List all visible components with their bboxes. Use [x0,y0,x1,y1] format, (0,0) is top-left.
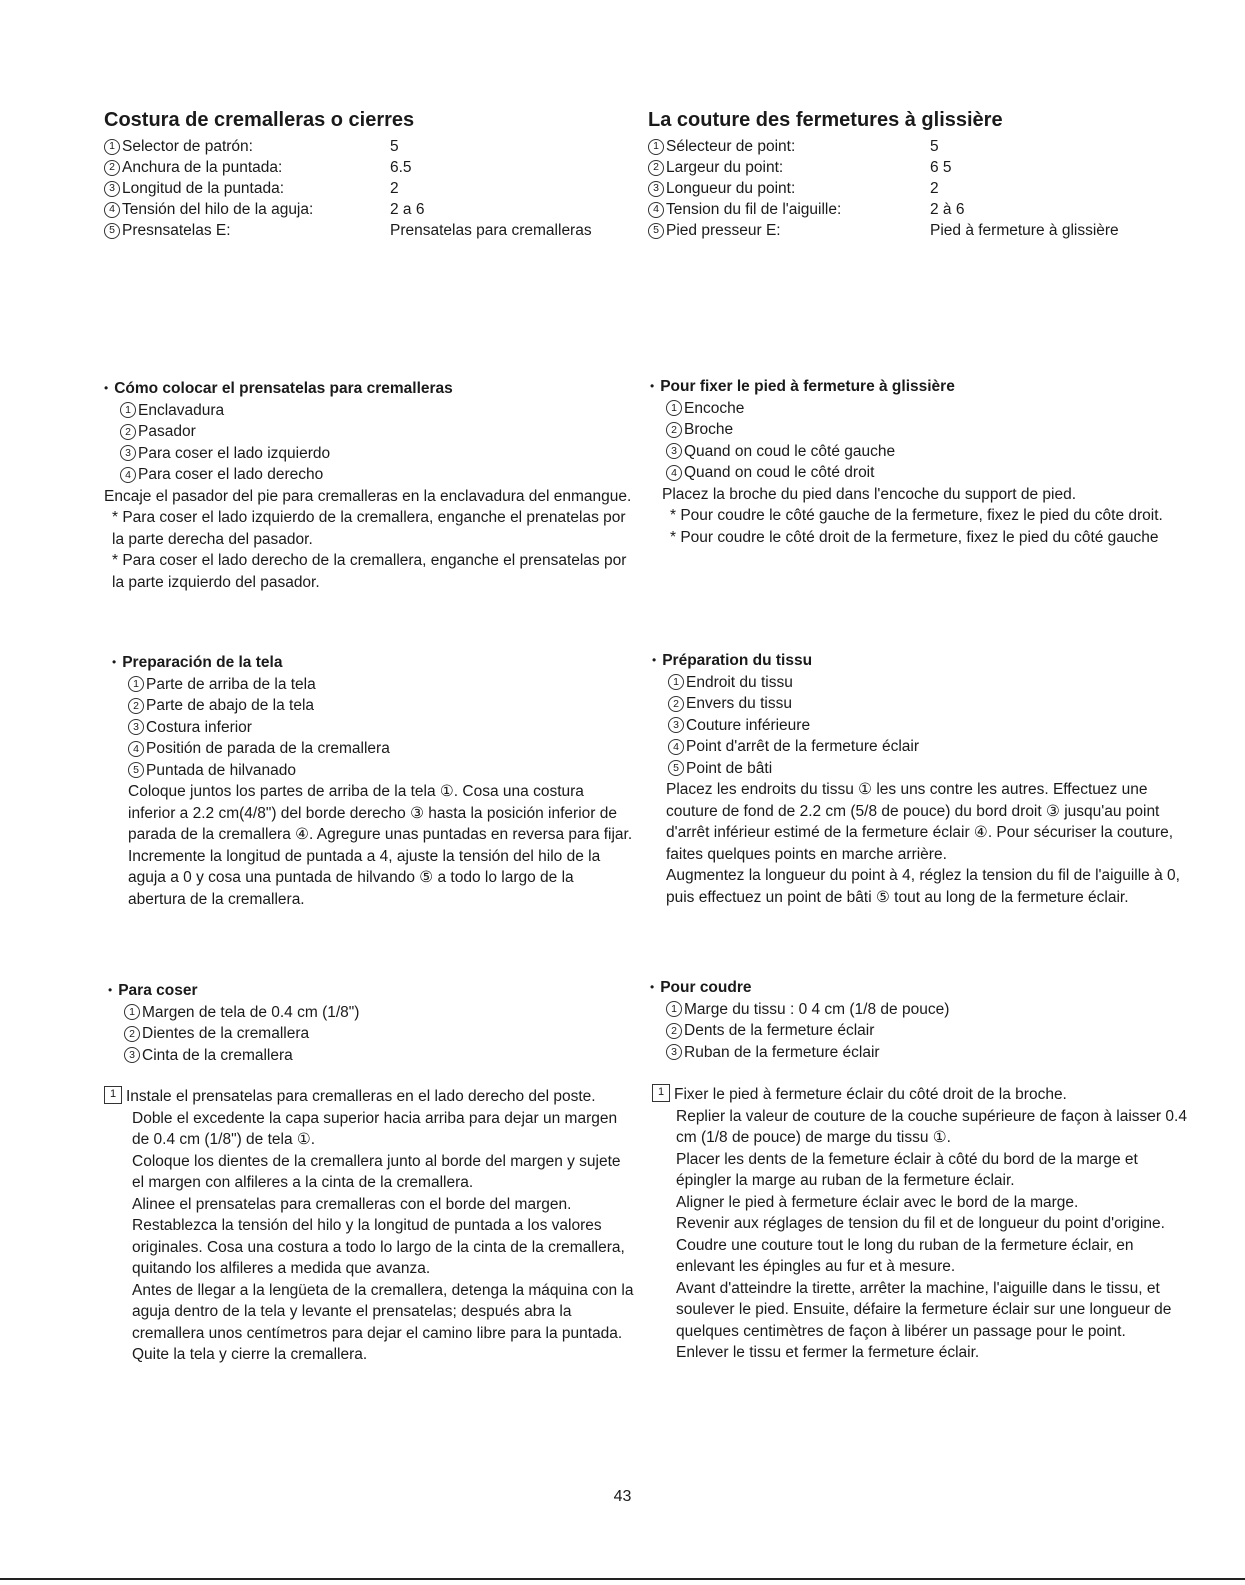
callout-list [104,400,634,486]
setting-label: Sélecteur de point: [666,138,796,155]
heading-text: Preparación de la tela [122,654,283,671]
setting-row [104,199,634,220]
circled-number: 1 [128,676,144,692]
attach-section-es [104,378,634,593]
step-body [126,1086,634,1108]
setting-row [104,178,634,199]
bullet-icon: • [112,655,117,669]
list-item [668,758,1192,780]
step-paragraph: Aligner le pied à fermeture éclair avec le bord de la marge. [676,1193,1079,1211]
item-text: Parte de arriba de la tela [146,675,316,693]
note: * Pour coudre le côté droit de la fermeture, fixez le pied du côté gauche [670,528,1159,546]
callout-list [112,674,634,782]
item-text: Enclavadura [138,401,225,419]
list-item [666,419,1180,441]
list-item [666,462,1180,484]
step-paragraph: Doble el excedente la capa superior hacia arriba para dejar un margen de 0.4 cm (1/8") de tela ①. [132,1109,618,1148]
setting-row [648,220,1193,241]
item-text: Point d'arrêt de la fermeture éclair [686,738,919,755]
circled-number: 1 [104,139,120,155]
setting-label: Largeur du point: [666,159,784,176]
step-first-line: Instale el prensatelas para cremalleras en el lado derecho del poste. [126,1088,596,1105]
step-paragraph: Alinee el prensatelas para cremalleras con el borde del margen. Restablezca la tensión del hilo y la longitud de puntada a los valores originales. Cosa una costura a todo lo largo de la cinta de la cremallera, quitando los alfileres a medida que avanza. [132,1195,625,1277]
circled-number: 2 [668,696,684,712]
step-details [104,1108,634,1366]
circled-number: 5 [104,223,120,239]
setting-value: 6 5 [930,159,952,176]
circled-number: 4 [104,202,120,218]
circled-number: 1 [648,139,664,155]
item-text: Quand on coud le côté droit [684,464,875,481]
circled-number: 2 [666,1023,682,1039]
step-paragraph: Replier la valeur de couture de la couche supérieure de façon à laisser 0.4 cm (1/8 de pouce) de marge du tissu ①. [676,1107,1187,1146]
setting-row [104,220,634,241]
step-paragraph: Antes de llegar a la lengüeta de la cremallera, detenga la máquina con la aguja dentro de la tela y levante el prensatelas; después abra la cremallera unos centímetros para dejar el camino libre para la puntada. [132,1281,634,1342]
item-text: Envers du tissu [686,695,792,712]
list-item [120,400,634,422]
settings-table-es [104,136,634,241]
step-paragraph: Placer les dents de la femeture éclair à côté du bord de la marge et épingler la marge au ruban de la fermeture éclair. [676,1150,1138,1189]
page-number: 43 [613,1488,632,1505]
section-title-fr: La couture des fermetures à glissière [648,109,1003,131]
setting-label: Tension du fil de l'aiguille: [666,201,842,218]
item-text: Couture inférieure [686,716,811,734]
step-paragraph: Avant d'atteindre la tirette, arrêter la machine, l'aiguille dans le tissu, et soulever le pied. Ensuite, défaire la fermeture éclair sur une longueur de quelques centimètres de façon à libérer un passage pour le point. [676,1279,1172,1340]
french-column [648,108,1193,241]
circled-number: 3 [648,181,664,197]
item-text: Dents de la fermeture éclair [684,1022,875,1039]
list-item [124,1023,638,1045]
heading-text: Para coser [118,982,198,999]
note: * Pour coudre le côté gauche de la fermeture, fixez le pied du côte droit. [670,507,1163,524]
setting-row [648,157,1193,178]
step-paragraph: Revenir aux réglages de tension du fil et de longueur du point d'origine. Coudre une couture tout le long du ruban de la fermeture éclair, en enlevant les épingles au fur et à mesure. [676,1215,1165,1275]
list-item [128,760,634,782]
circled-number: 4 [666,465,682,481]
list-item [668,736,1192,758]
circled-number: 4 [128,741,144,757]
bullet-icon: • [104,381,109,395]
heading-text: Cómo colocar el prensatelas para cremalleras [114,380,453,397]
setting-value: 5 [930,138,939,155]
circled-number: 4 [648,202,664,218]
list-item [668,672,1192,694]
section-heading [650,376,1180,398]
item-text: Para coser el lado derecho [138,466,324,483]
setting-row [648,199,1193,220]
item-text: Margen de tela de 0.4 cm (1/8") [142,1003,360,1021]
circled-number: 3 [666,443,682,459]
setting-label: Selector de patrón: [122,138,253,155]
note: * Para coser el lado derecho de la cremallera, enganche el prensatelas por la parte izquierdo del pasador. [112,552,627,591]
list-item [120,443,634,465]
callout-list [108,1002,638,1067]
list-item [128,738,634,760]
setting-label: Longueur du point: [666,180,796,197]
note: * Para coser el lado izquierdo de la cremallera, enganche el prenatelas por la parte derecha del pasador. [112,509,626,548]
paragraph: Encaje el pasador del pie para cremalleras en la enclavadura del enmangue. [104,487,632,505]
circled-number: 5 [648,223,664,239]
step-number: 1 [652,1084,670,1102]
circled-number: 1 [668,674,684,690]
circled-number: 1 [124,1004,140,1020]
bullet-icon: • [108,983,113,997]
setting-label: Presnsatelas E: [122,222,231,239]
paragraph: Placez la broche du pied dans l'encoche du support de pied. [662,485,1076,503]
circled-number: 3 [666,1044,682,1060]
heading-text: Préparation du tissu [662,652,813,669]
circled-number: 3 [104,181,120,197]
setting-label: Longitud de la puntada: [122,180,285,197]
list-item [128,674,634,696]
paragraph: Incremente la longitud de puntada a 4, ajuste la tensión del hilo de la aguja a 0 y cosa una puntada de hilvando ⑤ a todo lo largo de la abertura de la cremallera. [128,847,601,908]
bullet-icon: • [652,653,657,667]
step-paragraph: Quite la tela y cierre la cremallera. [132,1346,368,1363]
setting-value: 6.5 [390,159,412,176]
callout-list [650,999,1180,1064]
settings-table-fr [648,136,1193,241]
circled-number: 1 [666,1001,682,1017]
paragraph-block [112,781,634,910]
item-text: Quand on coud le côté gauche [684,442,896,460]
list-item [124,1045,638,1067]
circled-number: 2 [124,1026,140,1042]
bottom-rule [0,1578,1245,1580]
bullet-icon: • [650,980,655,994]
circled-number: 2 [666,422,682,438]
item-text: Broche [684,421,734,438]
item-text: Endroit du tissu [686,673,793,691]
callout-list [650,398,1180,484]
step-number: 1 [104,1086,122,1104]
item-text: Parte de abajo de la tela [146,697,315,714]
item-text: Encoche [684,399,745,417]
heading-text: Pour coudre [660,979,752,996]
sew-section-fr [650,977,1180,1063]
setting-label: Anchura de la puntada: [122,159,283,176]
circled-number: 3 [128,719,144,735]
spanish-column [104,108,634,241]
setting-value: Pied à fermeture à glissière [930,222,1119,239]
setting-value: 2 a 6 [390,201,425,218]
item-text: Puntada de hilvanado [146,761,296,779]
list-item [124,1002,638,1024]
setting-row [104,136,634,157]
circled-number: 5 [668,760,684,776]
list-item [128,717,634,739]
item-text: Positión de parada de la cremallera [146,740,390,757]
list-item [668,715,1192,737]
circled-number: 3 [668,717,684,733]
circled-number: 2 [648,160,664,176]
callout-list [652,672,1192,780]
section-heading [650,977,1180,999]
list-item [120,464,634,486]
circled-number: 4 [668,739,684,755]
circled-number: 1 [666,400,682,416]
bullet-icon: • [650,379,655,393]
section-title-es: Costura de cremalleras o cierres [104,109,415,131]
setting-label: Pied presseur E: [666,222,781,239]
item-text: Costura inferior [146,718,252,736]
circled-number: 3 [124,1047,140,1063]
step-body [674,1084,1187,1106]
item-text: Para coser el lado izquierdo [138,444,331,462]
paragraph: Placez les endroits du tissu ① les uns contre les autres. Effectuez une couture de fond de 2.2 cm (5/8 de pouce) du bord droit ③ jusqu'au point d'arrêt inférieur estimé de la fermeture éclair ④. Pour sécuriser la couture, faites quelques points en marche arrière. [666,781,1174,863]
section-heading [112,652,634,674]
list-item [668,693,1192,715]
setting-row [648,178,1193,199]
sew-section-es [108,980,638,1066]
list-item [666,441,1180,463]
circled-number: 2 [120,424,136,440]
sew-step-es [104,1086,634,1366]
sew-step-fr [652,1084,1187,1364]
setting-value: 2 [930,180,939,197]
section-heading [108,980,638,1002]
item-text: Ruban de la fermeture éclair [684,1043,880,1061]
step-details [652,1106,1187,1364]
setting-label: Tensión del hilo de la aguja: [122,201,314,218]
setting-value: 5 [390,138,399,155]
circled-number: 1 [120,402,136,418]
list-item [666,398,1180,420]
list-item [666,1042,1180,1064]
setting-row [104,157,634,178]
step-1 [104,1086,634,1108]
prep-section-fr [652,650,1192,908]
list-item [666,999,1180,1021]
item-text: Marge du tissu : 0 4 cm (1/8 de pouce) [684,1000,950,1018]
step-paragraph: Coloque los dientes de la cremallera junto al borde del margen y sujete el margen con alfileres a la cinta de la cremallera. [132,1152,621,1191]
paragraph-block [652,779,1192,908]
item-text: Cinta de la cremallera [142,1046,293,1064]
circled-number: 4 [120,467,136,483]
step-first-line: Fixer le pied à fermeture éclair du côté droit de la broche. [674,1086,1067,1103]
item-text: Point de bâti [686,759,773,777]
paragraph: Augmentez la longueur du point à 4, réglez la tension du fil de l'aiguille à 0, puis effectuez un point de bâti ⑤ tout au long de la fermeture éclair. [666,867,1180,906]
setting-value: 2 à 6 [930,201,965,218]
circled-number: 5 [128,762,144,778]
circled-number: 3 [120,445,136,461]
item-text: Pasador [138,423,196,440]
step-1 [652,1084,1187,1106]
circled-number: 2 [128,698,144,714]
paragraph: Coloque juntos los partes de arriba de la tela ①. Cosa una costura inferior a 2.2 cm(4/8") del borde derecho ③ hasta la posición inferior de parada de la cremallera ④. Agregure unas puntadas en reversa para fijar. [128,783,633,843]
step-paragraph: Enlever le tissu et fermer la fermeture éclair. [676,1344,980,1361]
setting-value: Prensatelas para cremalleras [390,222,592,239]
heading-text: Pour fixer le pied à fermeture à glissière [660,378,955,395]
section-heading [104,378,634,400]
paragraph-block [650,484,1180,549]
list-item [128,695,634,717]
list-item [120,421,634,443]
attach-section-fr [650,376,1180,548]
section-heading [652,650,1192,672]
list-item [666,1020,1180,1042]
item-text: Dientes de la cremallera [142,1025,310,1042]
circled-number: 2 [104,160,120,176]
setting-value: 2 [390,180,399,197]
prep-section-es [112,652,634,910]
setting-row [648,136,1193,157]
